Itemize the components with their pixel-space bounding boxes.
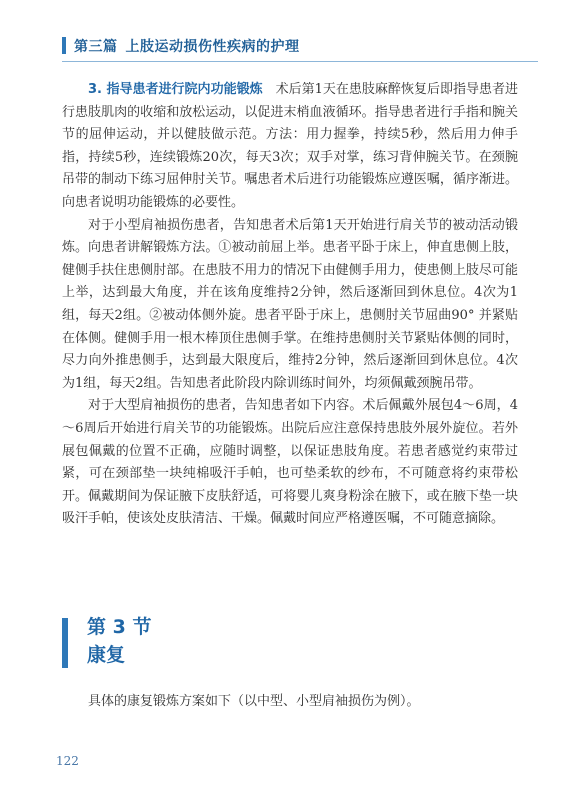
- paragraph-3: 对于大型肩袖损伤的患者，告知患者如下内容。术后佩戴外展包4～6周，4～6周后开始进行肩关节的功能锻炼。出院后应注意保持患肢外展外旋位。若外展包佩戴的位置不正确，应随时调整，以保证患肢角度。若患者感觉约束带过紧，可在颈部垫一块纯棉吸汗手帕，也可垫柔软的纱布，不可随意将约束带松开。佩戴期间为保证腋下皮肤舒适，可将婴儿爽身粉涂在腋下，或在腋下垫一块吸汗手帕，使该处皮肤清洁、干燥。佩戴时间应严格遵医嘱，不可随意摘除。: [62, 398, 518, 527]
- header-rule: [62, 61, 538, 62]
- section-heading: [62, 614, 262, 678]
- header-text: [74, 36, 300, 56]
- header-accent-bar: [62, 37, 66, 54]
- paragraph-1-text: 术后第1天在患肢麻醉恢复后即指导患者进行患肢肌肉的收缩和放松运动，以促进末梢血液循环。指导患者进行手指和腕关节的屈伸运动，并以健肢做示范。方法：用力握拳，持续5秒，然后用力伸手指，持续5秒，连续锻炼20次，每天3次；双手对掌，练习背伸腕关节。在颈腕吊带的制动下练习屈伸肘关节。嘱患者术后进行功能锻炼应遵医嘱，循序渐进。向患者说明功能锻炼的必要性。: [62, 82, 518, 210]
- paragraph-2: 对于小型肩袖损伤患者，告知患者术后第1天开始进行肩关节的被动活动锻炼。向患者讲解锻炼方法。①被动前屈上举。患者平卧于床上，伸直患侧上肢，健侧手扶住患侧肘部。在患肢不用力的情况下由健侧手用力，使患侧上肢尽可能上举，达到最大角度，并在该角度维持2分钟，然后逐渐回到休息位。4次为1组，每天2组。②被动体侧外旋。患者平卧于床上，患侧肘关节屈曲90° 并紧贴在体侧。健侧手用一根木棒顶住患侧手掌。在维持患侧肘关节紧贴体侧的同时，尽力向外推患侧手，达到最大限度后，维持2分钟，然后逐渐回到休息位。4次为1组，每天2组。告知患者此阶段内除训练时间外，均须佩戴颈腕吊带。: [62, 217, 518, 391]
- section-accent-bar: [62, 618, 68, 668]
- page-number: 122: [56, 754, 79, 768]
- body-text: [62, 79, 518, 531]
- paragraph-1: [62, 79, 518, 215]
- section-intro: 具体的康复锻炼方案如下（以中型、小型肩袖损伤为例）。: [88, 694, 420, 709]
- header-part: 第三篇: [74, 39, 118, 55]
- section-number: 第 3 节: [87, 616, 152, 638]
- header-title: 上肢运动损伤性疾病的护理: [125, 39, 300, 55]
- section-title: 康复: [87, 644, 126, 666]
- running-header: [0, 30, 567, 64]
- paragraph-1-lead: 3. 指导患者进行院内功能锻炼: [88, 82, 263, 97]
